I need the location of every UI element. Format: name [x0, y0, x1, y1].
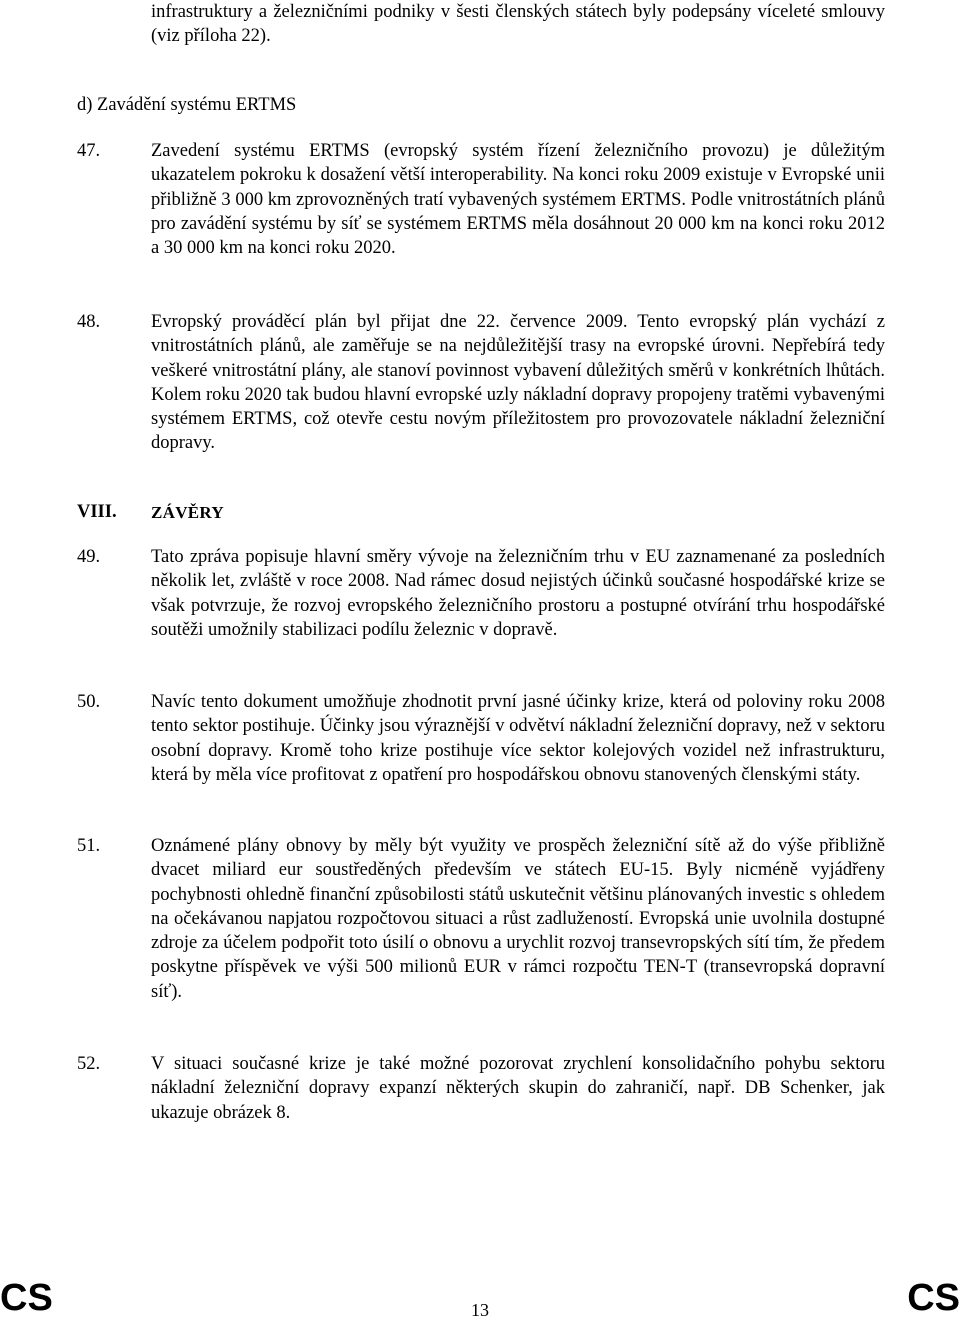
paragraph-49: Tato zpráva popisuje hlavní směry vývoje na železničním trhu v EU zaznamenané za posledních několik let, zvláště v roce 2008. Nad rámec dosud nejistých účinků současné hospodářské krize se však potvrzuje, že rozvoj evropského železničního prostoru a postupné otvírání trhu hospodářské soutěži umožnily stabilizaci podílu železnic v dopravě.: [151, 547, 885, 640]
paragraph-number: 48.: [77, 312, 101, 332]
footer-language-left: CS: [0, 1277, 53, 1319]
paragraph-number: 52.: [77, 1054, 101, 1074]
paragraph-number: 49.: [77, 547, 101, 567]
section-d-heading: d) Zavádění systému ERTMS: [77, 95, 297, 115]
section-viii-title: ZÁVĚRY: [151, 503, 224, 522]
paragraph-52: V situaci současné krize je také možné pozorovat zrychlení konsolidačního pohybu sektoru nákladní železniční dopravy expanzí některých skupin do zahraničí, např. DB Schenker, jak ukazuje obrázek 8.: [151, 1054, 885, 1123]
paragraph-47: Zavedení systému ERTMS (evropský systém řízení železničního provozu) je důležitým ukazatelem pokroku k dosažení větší interoperability. Na konci roku 2009 existuje v Evropské unii přibližně 3 000 km zprovozněných tratí vybavených systémem ERTMS. Podle vnitrostátních plánů pro zavádění systému by síť se systémem ERTMS měla dosáhnout 20 000 km na konci roku 2012 a 30 000 km na konci roku 2020.: [151, 141, 885, 259]
section-viii-number: VIII.: [77, 502, 117, 522]
paragraph-51: Oznámené plány obnovy by měly být využity ve prospěch železniční sítě až do výše přibližně dvacet miliard eur soustředěných především ve státech EU-15. Byly nicméně vyjádřeny pochybnosti ohledně finanční způsobilosti států uskutečnit většinu plánovaných investic s ohledem na očekávanou napjatou rozpočtovou situaci a růst zadlužeností. Evropská unie uvolnila dostupné zdroje za účelem podpořit toto úsilí o obnovu a urychlit rozvoj transevropských sítí tím, že předem poskytne příspěvek ve výši 500 milionů EUR v rámci rozpočtu TEN-T (transevropská dopravní síť).: [151, 836, 885, 1002]
paragraph-number: 51.: [77, 836, 101, 856]
paragraph-50: Navíc tento dokument umožňuje zhodnotit první jasné účinky krize, která od poloviny roku 2008 tento sektor postihuje. Účinky jsou výraznější v odvětví nákladní železniční dopravy, než v sektoru osobní dopravy. Kromě toho krize postihuje více sektor kolejových vozidel než infrastrukturu, která by měla více profitovat z opatření pro hospodářskou obnovu stanovených členskými státy.: [151, 692, 885, 785]
paragraph-number: 47.: [77, 141, 101, 161]
paragraph-48: Evropský prováděcí plán byl přijat dne 22. července 2009. Tento evropský plán vychází z vnitrostátních plánů, ale zaměřuje se na nejdůležitější trasy na evropské úrovni. Nepřebírá tedy veškeré vnitrostátní plány, ale stanoví povinnost vybavení důležitých směrů v konkrétních lhůtách. Kolem roku 2020 tak budou hlavní evropské uzly nákladní dopravy propojeny tratěmi vybavenými systémem ERTMS, což otevře cestu novým příležitostem pro provozovatele nákladní železniční dopravy.: [151, 312, 885, 454]
intro-paragraph: infrastruktury a železničními podniky v šesti členských státech byly podepsány víceleté smlouvy (viz příloha 22).: [151, 2, 885, 47]
page-number: 13: [471, 1300, 489, 1320]
footer-language-right: CS: [907, 1277, 960, 1319]
paragraph-number: 50.: [77, 692, 101, 712]
